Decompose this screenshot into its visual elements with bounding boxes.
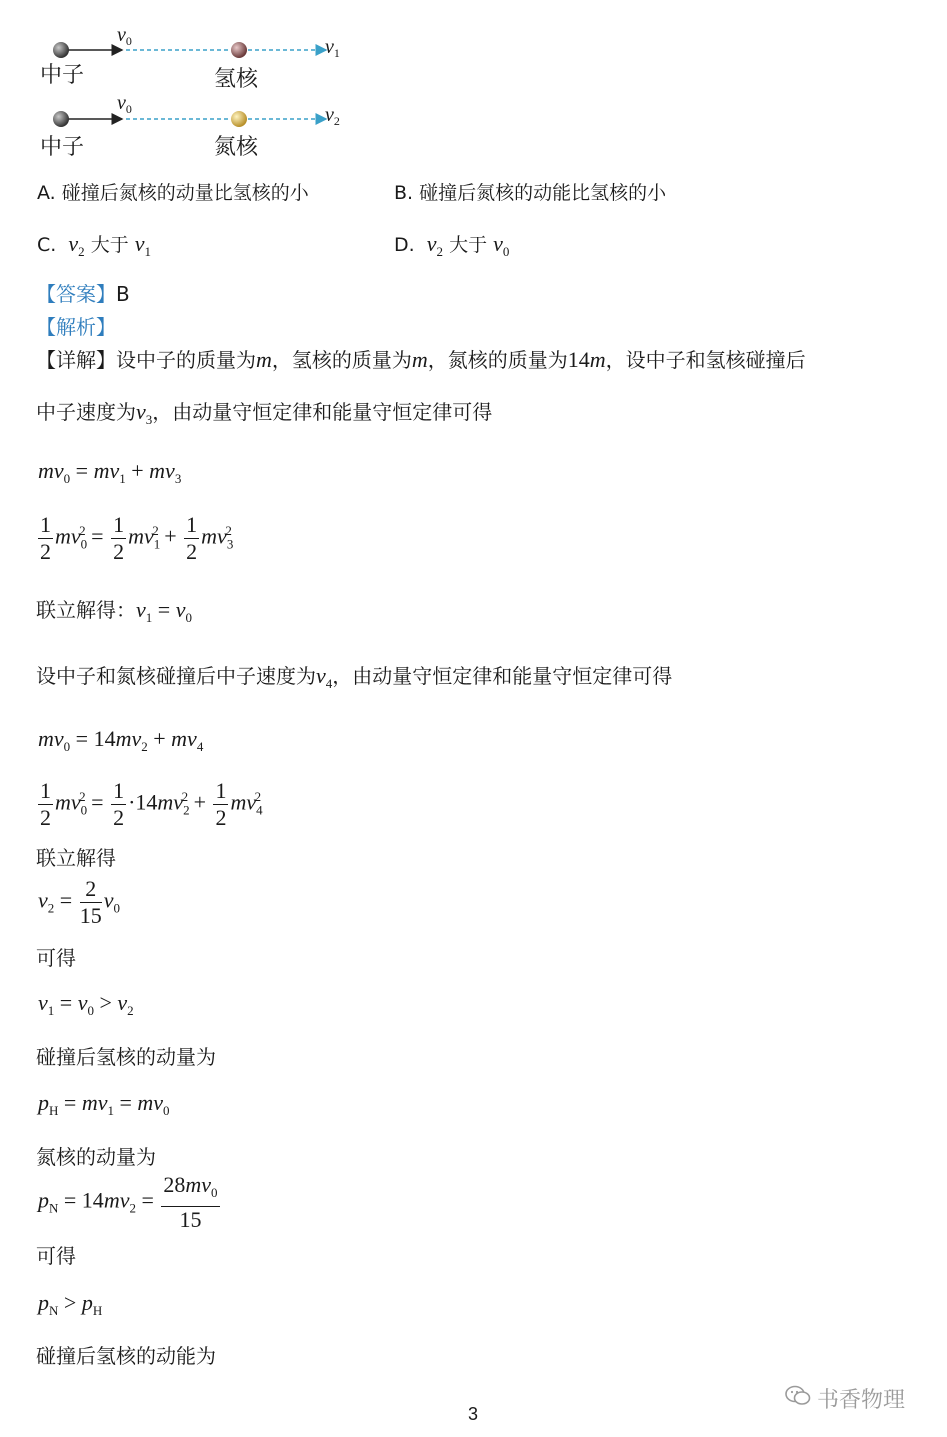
v0-label-1: $v_0$ [117,24,132,48]
detail-line-1: 【详解】设中子的质量为m，氢核的质量为m，氮核的质量为14m，设中子和氢核碰撞后 [36,347,806,372]
ke-line-2: 可得 [36,1244,76,1268]
eq-v2-result: $v_2$ = $\frac{2}{15}$ $v_0$ [38,876,120,928]
ke-line-1: 可得 [36,946,76,970]
neutron-label-2: 中子 [40,135,85,160]
ek-text: 碰撞后氢核的动能为 [36,1344,216,1368]
eq-compare-p: $p_N > p_H$ [38,1290,103,1318]
solve-line-1: 联立解得：$v_1 = v_0$ [36,597,192,625]
eq-momentum-1: $mv_0 = mv_1 + mv_3$ [38,458,182,486]
neutron-ball-1 [53,42,69,58]
hydrogen-ball [231,42,247,58]
detail-line-2: 中子速度为$v_3$，由动量守恒定律和能量守恒定律可得 [36,399,493,427]
eq-energy-2: $\frac{1}{2}$ $mv_0^2$ = $\frac{1}{2}$ $\cdot 14mv_2^2$ + $\frac{1}{2}$ $mv_4^2$ [40,778,263,830]
neutron-ball-2 [53,111,69,127]
nitrogen-ball [231,111,247,127]
answer-tag: 【答案】 [36,282,116,306]
answer-line [36,278,130,307]
neutron-label-1: 中子 [40,63,85,88]
nitrogen-label: 氮核 [214,135,259,160]
option-a: A. 碰撞后氮核的动量比氢核的小 [37,182,309,204]
solve-line-2: 联立解得 [36,846,116,870]
answer-value: B [116,282,130,306]
page-number: 3 [468,1404,479,1424]
option-d: D. $v_2$ 大于 $v_0$ [394,231,510,259]
watermark: 书香物理 [785,1383,905,1414]
wechat-icon [785,1385,811,1413]
detail-line-3: 设中子和氮核碰撞后中子速度为$v_4$，由动量守恒定律和能量守恒定律可得 [36,663,673,691]
p-n-text: 氮核的动量为 [36,1145,156,1169]
eq-p-h: $p_H = mv_1 = mv_0$ [38,1090,170,1118]
analysis-tag: 【解析】 [36,315,116,339]
v1-label: $v_1$ [325,36,340,60]
hydrogen-label: 氢核 [214,67,259,92]
eq-energy-1: $\frac{1}{2}$ $mv_0^2$ = $\frac{1}{2}$ $mv_1^2$ + $\frac{1}{2}$ $mv_3^2$ [40,512,234,564]
eq-compare-v: $v_1 = v_0 > v_2$ [38,990,134,1018]
v0-label-2: $v_0$ [117,92,132,116]
eq-momentum-2: $mv_0 = 14mv_2 + mv_4$ [38,726,204,754]
p-h-text: 碰撞后氢核的动量为 [36,1045,216,1069]
option-c: C. $v_2$ 大于 $v_1$ [37,231,152,259]
v2-label: $v_2$ [325,104,340,128]
option-b: B. 碰撞后氮核的动能比氢核的小 [394,182,667,204]
eq-p-n: $p_N = 14mv_2$ = $\frac{28mv_0}{15}$ [38,1172,218,1232]
